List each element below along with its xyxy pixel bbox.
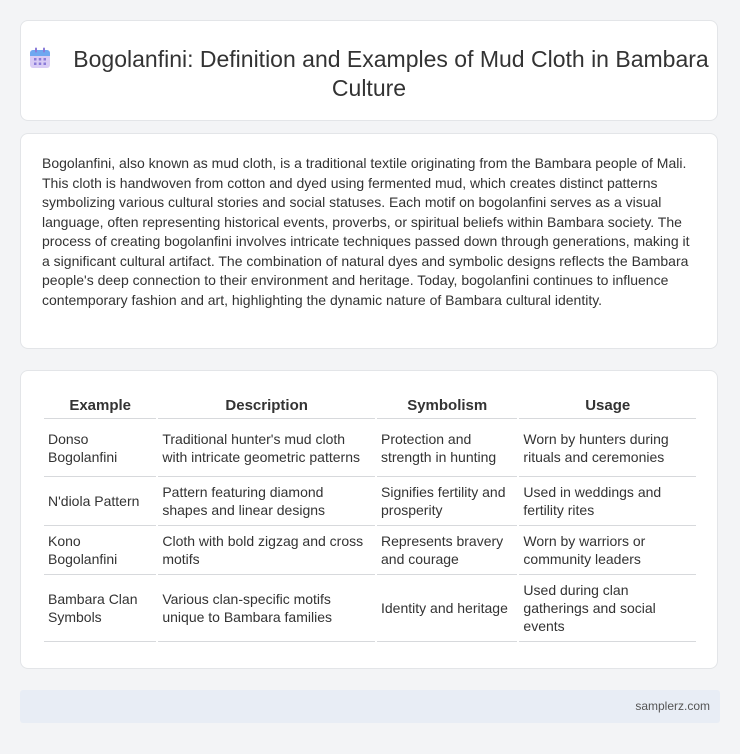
- header-description: Description: [158, 391, 375, 419]
- cell-symbolism: Signifies fertility and prosperity: [377, 477, 517, 526]
- cell-symbolism: Represents bravery and courage: [377, 526, 517, 575]
- footer: [20, 690, 720, 723]
- cell-description: Cloth with bold zigzag and cross motifs: [158, 526, 375, 575]
- examples-table: [42, 391, 698, 642]
- header-example: Example: [44, 391, 156, 419]
- footer-site-link[interactable]: samplerz.com: [635, 699, 710, 713]
- page-title-text: Bogolanfini: Definition and Examples of Mud Cloth in Bambara Culture: [73, 46, 709, 101]
- cell-example: Donso Bogolanfini: [44, 419, 156, 477]
- table-row: [44, 477, 696, 526]
- cell-example: Bambara Clan Symbols: [44, 575, 156, 642]
- cell-description: Various clan-specific motifs unique to Bambara families: [158, 575, 375, 642]
- page-title: [21, 45, 717, 103]
- table-header-row: [44, 391, 696, 419]
- cell-symbolism: Protection and strength in hunting: [377, 419, 517, 477]
- intro-card: [20, 133, 718, 349]
- cell-usage: Used during clan gatherings and social events: [519, 575, 696, 642]
- cell-usage: Used in weddings and fertility rites: [519, 477, 696, 526]
- header-usage: Usage: [519, 391, 696, 419]
- cell-description: Traditional hunter's mud cloth with intricate geometric patterns: [158, 419, 375, 477]
- header-symbolism: Symbolism: [377, 391, 517, 419]
- cell-symbolism: Identity and heritage: [377, 575, 517, 642]
- calendar-icon: [29, 47, 51, 69]
- table-row: [44, 419, 696, 477]
- table-row: [44, 575, 696, 642]
- table-row: [44, 526, 696, 575]
- intro-paragraph: Bogolanfini, also known as mud cloth, is a traditional textile originating from the Bambara people of Mali. This cloth is handwoven from cotton and dyed using fermented mud, which creates distinct patterns symbolizing various cultural stories and social statuses. Each motif on bogolanfini serves as a visual language, often representing historical events, proverbs, or spiritual beliefs within Bambara society. The process of creating bogolanfini involves intricate techniques passed down through generations, making it a significant cultural artifact. The combination of natural dyes and symbolic designs reflects the Bambara people's deep connection to their environment and heritage. Today, bogolanfini continues to influence contemporary fashion and art, highlighting the dynamic nature of Bambara cultural identity.: [42, 155, 690, 308]
- title-card: [20, 20, 718, 121]
- cell-description: Pattern featuring diamond shapes and linear designs: [158, 477, 375, 526]
- cell-example: Kono Bogolanfini: [44, 526, 156, 575]
- cell-example: N'diola Pattern: [44, 477, 156, 526]
- table-card: [20, 370, 718, 669]
- cell-usage: Worn by warriors or community leaders: [519, 526, 696, 575]
- cell-usage: Worn by hunters during rituals and ceremonies: [519, 419, 696, 477]
